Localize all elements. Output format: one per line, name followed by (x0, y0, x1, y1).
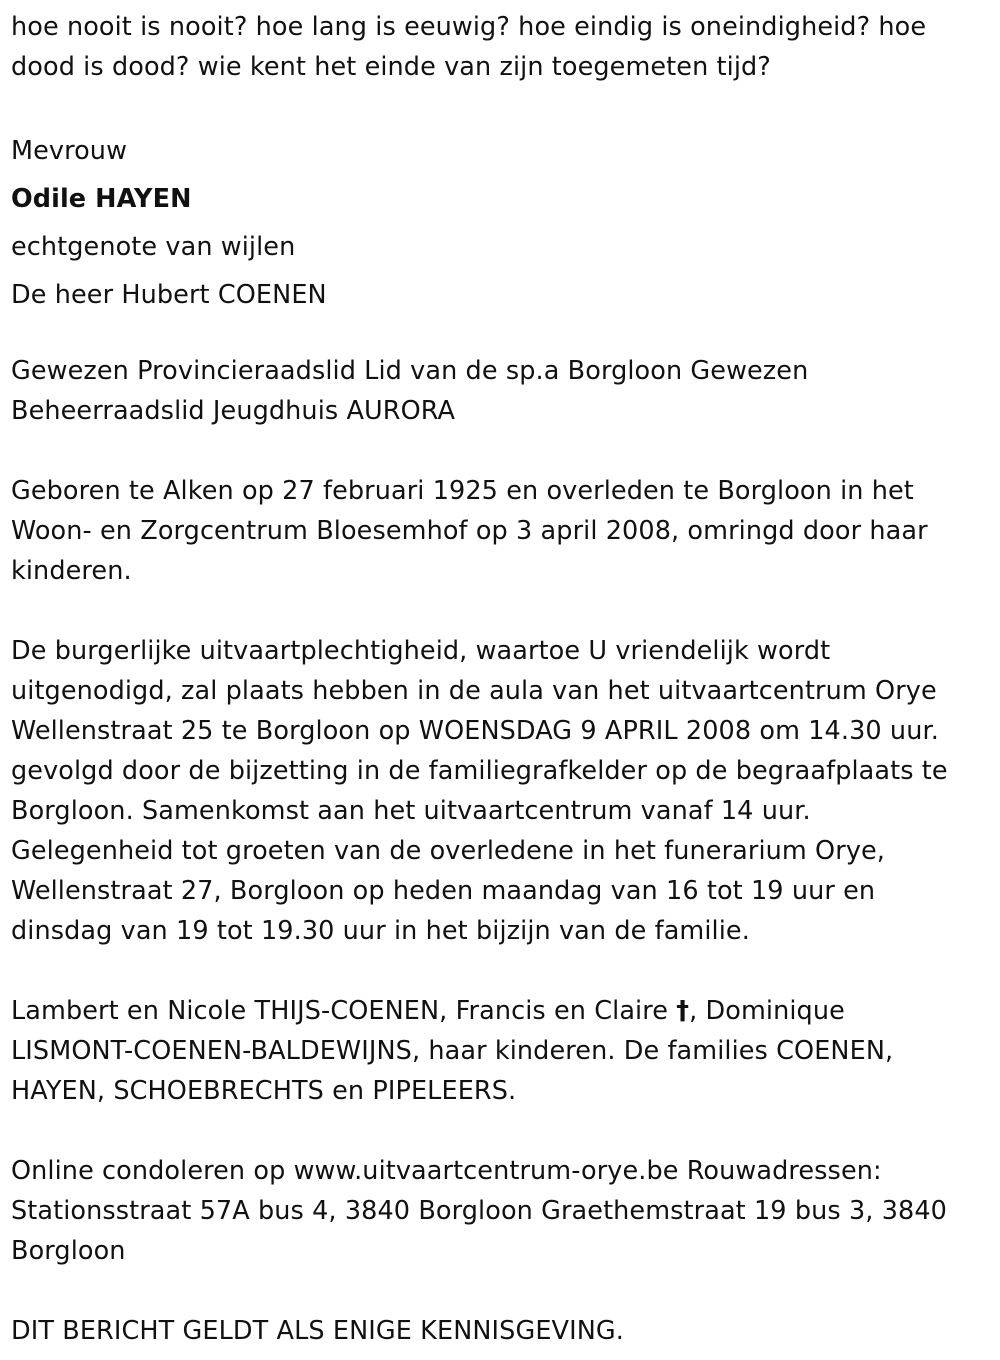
family-text-part-1: Lambert en Nicole THIJS-COENEN, Francis en Claire (11, 996, 677, 1026)
spacer (11, 1111, 1000, 1151)
poem-text: hoe nooit is nooit? hoe lang is eeuwig? hoe eindig is oneindigheid? hoe dood is dood? wie kent het einde van zijn toegemeten tijd? (11, 12, 927, 82)
spouse-name: De heer Hubert COENEN (11, 280, 327, 310)
relation-text: echtgenote van wijlen (11, 232, 296, 262)
salutation: Mevrouw (11, 136, 128, 166)
spacer (11, 319, 1000, 351)
deceased-name: Odile HAYEN (11, 184, 192, 214)
closing-text: DIT BERICHT GELDT ALS ENIGE KENNISGEVING. (11, 1316, 624, 1346)
functions-text: Gewezen Provincieraadslid Lid van de sp.a Borgloon Gewezen Beheerraadslid Jeugdhuis AURORA (11, 356, 809, 426)
condolences-text: Online condoleren op www.uitvaartcentrum-orye.be Rouwadressen: Stationsstraat 57A bus 4, 3840 Borgloon Graethemstraat 19 bus 3, 3840 Borgloon (11, 1156, 948, 1266)
spacer (11, 87, 1000, 127)
spacer (11, 951, 1000, 991)
cross-icon: † (676, 996, 690, 1026)
birth-death-text: Geboren te Alken op 27 februari 1925 en overleden te Borgloon in het Woon- en Zorgcentrum Bloesemhof op 3 april 2008, omringd door haar kinderen. (11, 476, 928, 586)
spacer (11, 591, 1000, 631)
spacer (11, 1271, 1000, 1311)
family-text-part-2: , Dominique LISMONT-COENEN-BALDEWIJNS, haar kinderen. De families COENEN, HAYEN, SCHOEBRECHTS en PIPELEERS. (11, 996, 894, 1106)
ceremony-text: De burgerlijke uitvaartplechtigheid, waartoe U vriendelijk wordt uitgenodigd, zal plaats hebben in de aula van het uitvaartcentrum Orye Wellenstraat 25 te Borgloon op WOENSDAG 9 APRIL 2008 om 14.30 uur. gevolgd door de bijzetting in de familiegrafkelder op de begraafplaats te Borgloon. Samenkomst aan het uitvaartcentrum vanaf 14 uur. Gelegenheid tot groeten van de overledene in het funerarium Orye, Wellenstraat 27, Borgloon op heden maandag van 16 tot 19 uur en dinsdag van 19 tot 19.30 uur in het bijzijn van de familie. (11, 636, 948, 946)
family-text (11, 991, 1000, 1111)
spacer (11, 431, 1000, 471)
